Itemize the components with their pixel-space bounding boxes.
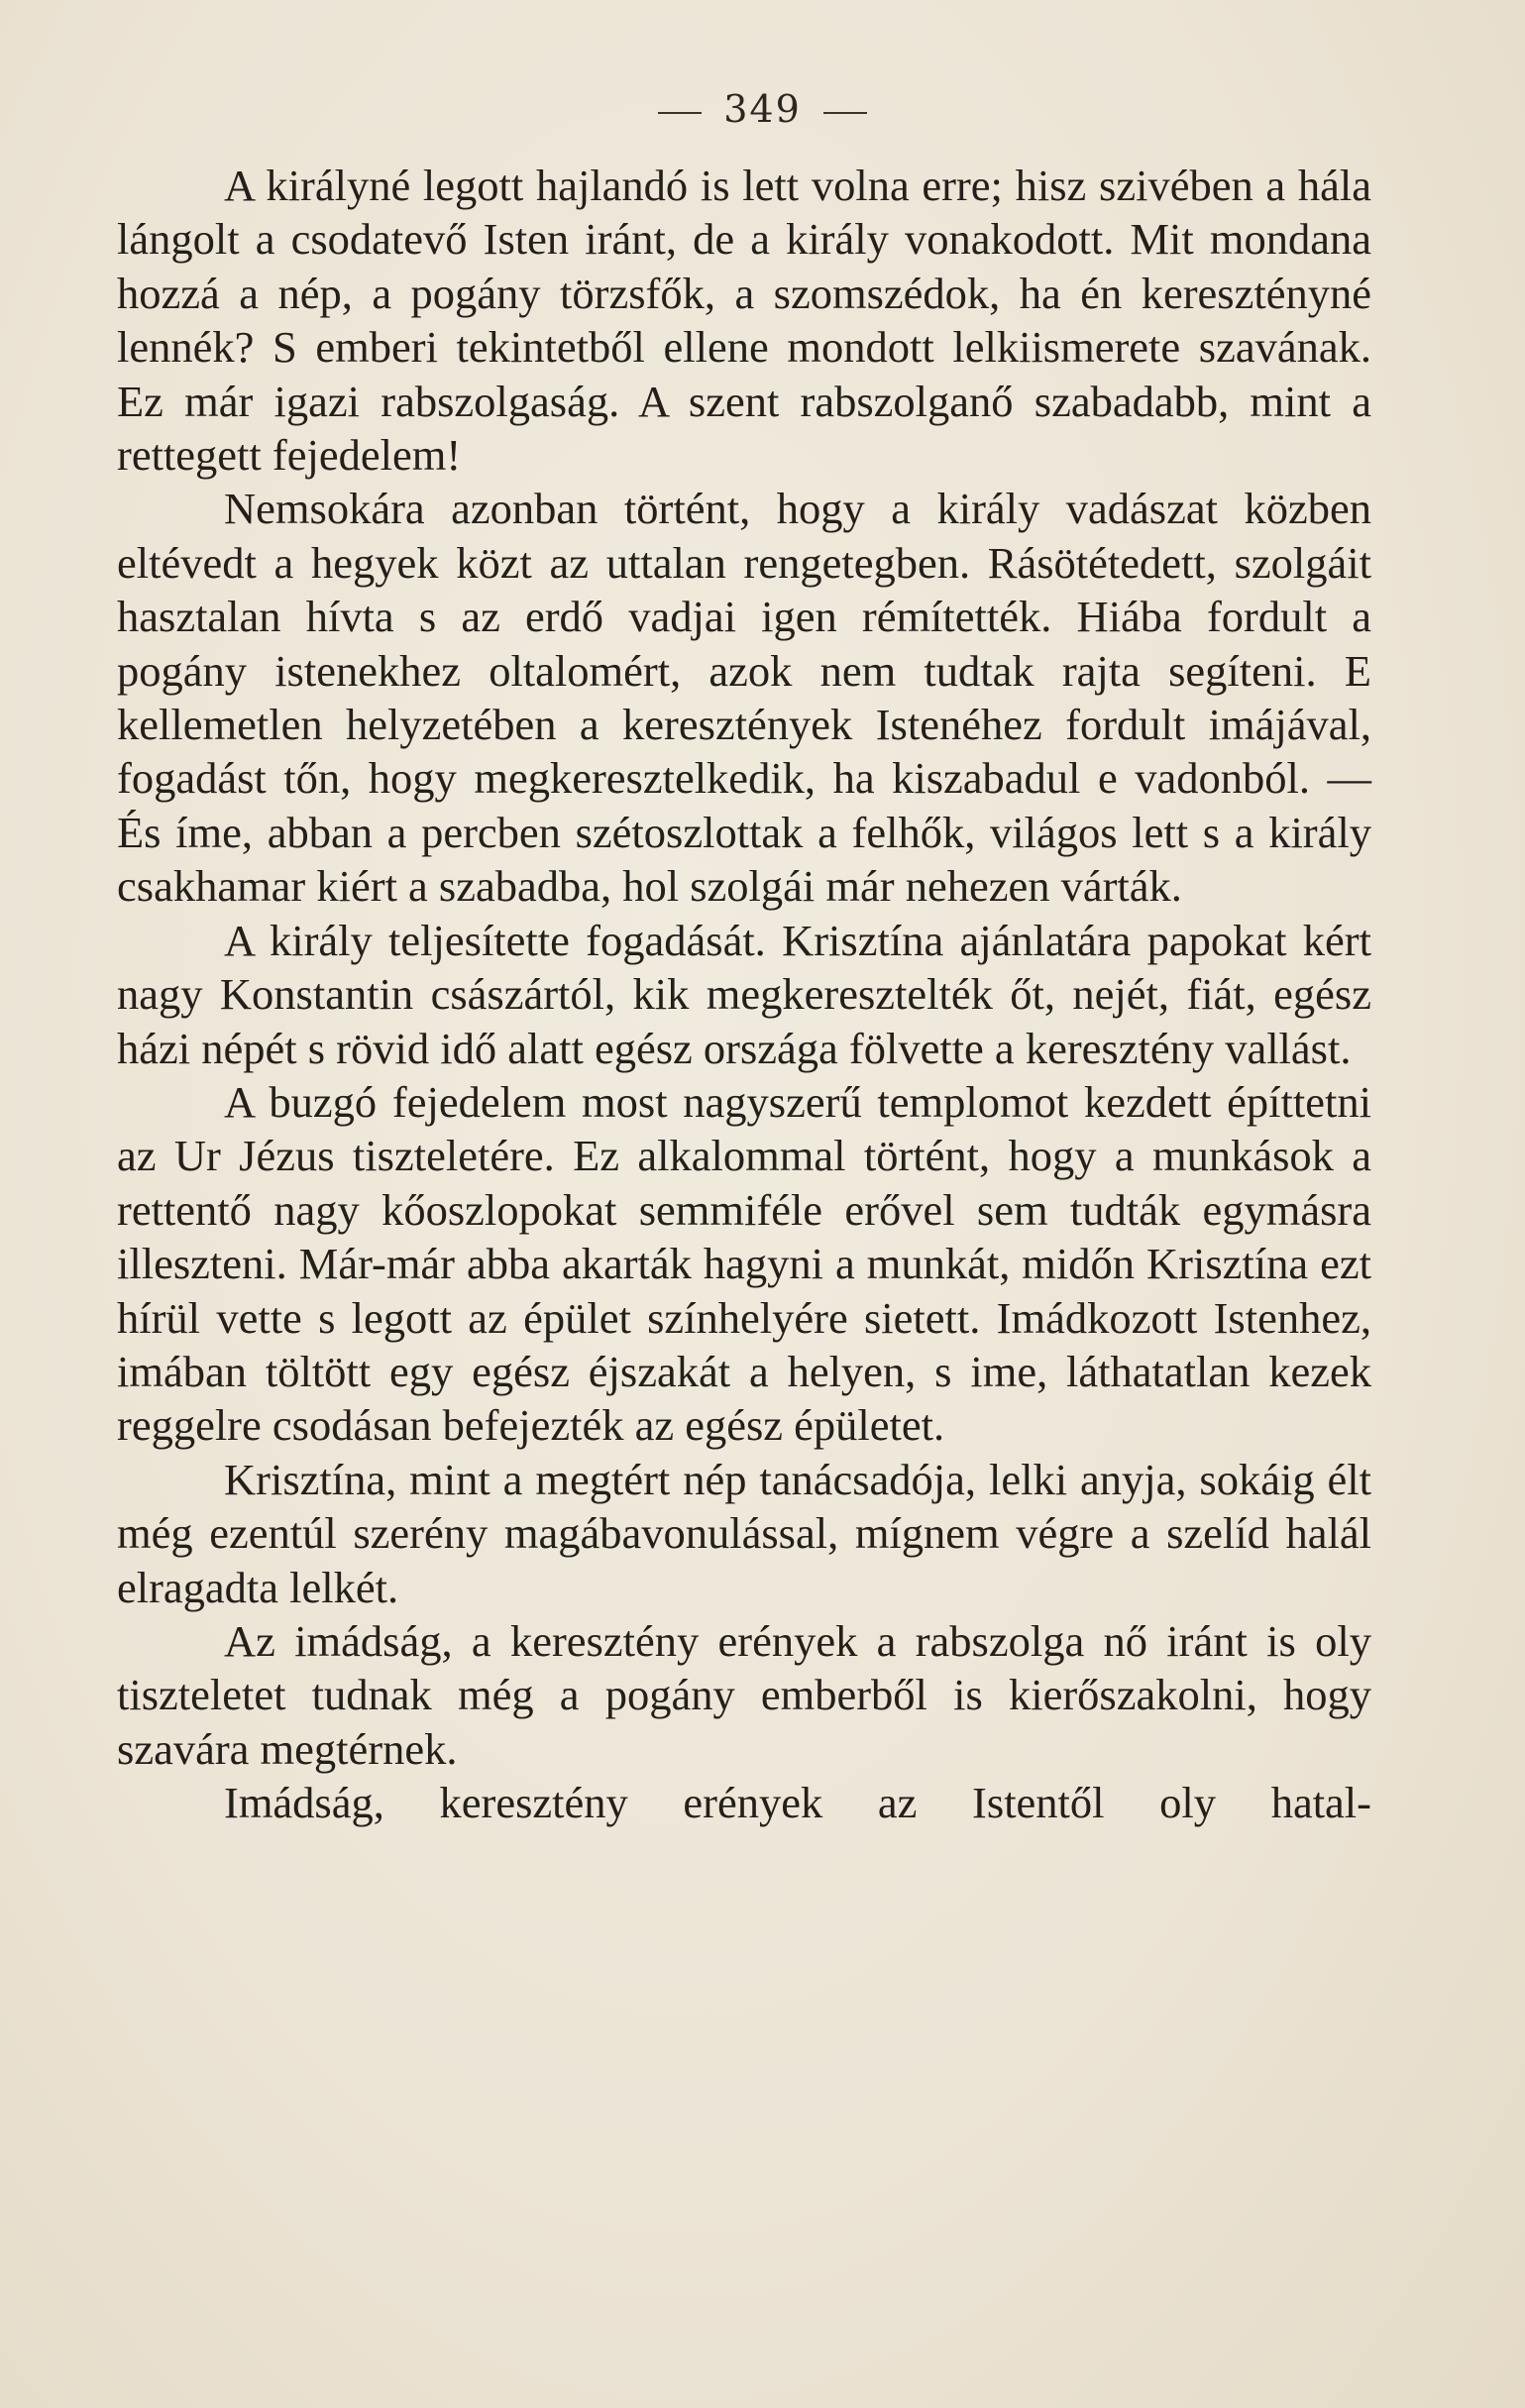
paragraph-4: A buzgó fejedelem most nagyszerű templomot kezdett építtetni az Ur Jézus tiszteletére. Ez alkalommal történt, hogy a munkások a rettentő nagy kőoszlopokat semmiféle erővel sem tudták egymásra illeszteni. Már-már abba akarták hagyni a munkát, midőn Krisztína ezt hírül vette s legott az épület színhelyére sietett. Imádkozott Istenhez, imában töltött egy egész éjszakát a helyen, s ime, láthatatlan kezek reggelre csodásan befejezték az egész épületet. — [117, 1076, 1371, 1451]
page-number — [0, 87, 1525, 131]
paragraph-3: A király teljesítette fogadását. Krisztína ajánlatára papokat kért nagy Konstantin császártól, kik megkeresztelték őt, nejét, fiát, egész házi népét s rövid idő alatt egész országa fölvette a keresztény vallást. — [117, 915, 1371, 1073]
paragraph-2: Nemsokára azonban történt, hogy a király vadászat közben eltévedt a hegyek közt az uttalan rengetegben. Rásötétedett, szolgáit hasztalan hívta s az erdő vadjai igen rémítették. Hiába fordult a pogány istenekhez oltalomért, azok nem tudtak rajta segíteni. E kellemetlen helyzetében a keresztények Istenéhez fordult imájával, fogadást tőn, hogy megkeresztelkedik, ha kiszabadul e vadonból. — És íme, abban a percben szétoszlottak a felhők, világos lett s a király csakhamar kiért a szabadba, hol szolgái már nehezen várták. — [117, 484, 1371, 912]
paragraph-6: Az imádság, a keresztény erények a rabszolga nő iránt is oly tiszteletet tudnak még a pogány emberből is kierőszakolni, hogy szavára megtérnek. — [117, 1615, 1371, 1774]
dash-left — [658, 112, 702, 114]
page-number-value: 349 — [723, 87, 802, 131]
paragraph-5: Krisztína, mint a megtért nép tanácsadója, lelki anyja, sokáig élt még ezentúl szerény magábavonulással, mígnem végre a szelíd halál elragadta lelkét. — [117, 1454, 1371, 1612]
paragraph-7: Imádság, keresztény erények az Istentől oly hatal- — [224, 1778, 1371, 1828]
dash-right — [823, 112, 867, 114]
paragraph-1: A királyné legott hajlandó is lett volna erre; hisz szivében a hála lángolt a csodatevő Isten iránt, de a király vonakodott. Mit mondana hozzá a nép, a pogány törzsfők, a szomszédok, ha én keresztényné lennék? S emberi tekintetből ellene mondott lelkiismerete szavának. Ez már igazi rabszolgaság. A szent rabszolganő szabadabb, mint a rettegett fejedelem! — [117, 161, 1371, 481]
body-text — [117, 159, 1371, 1830]
